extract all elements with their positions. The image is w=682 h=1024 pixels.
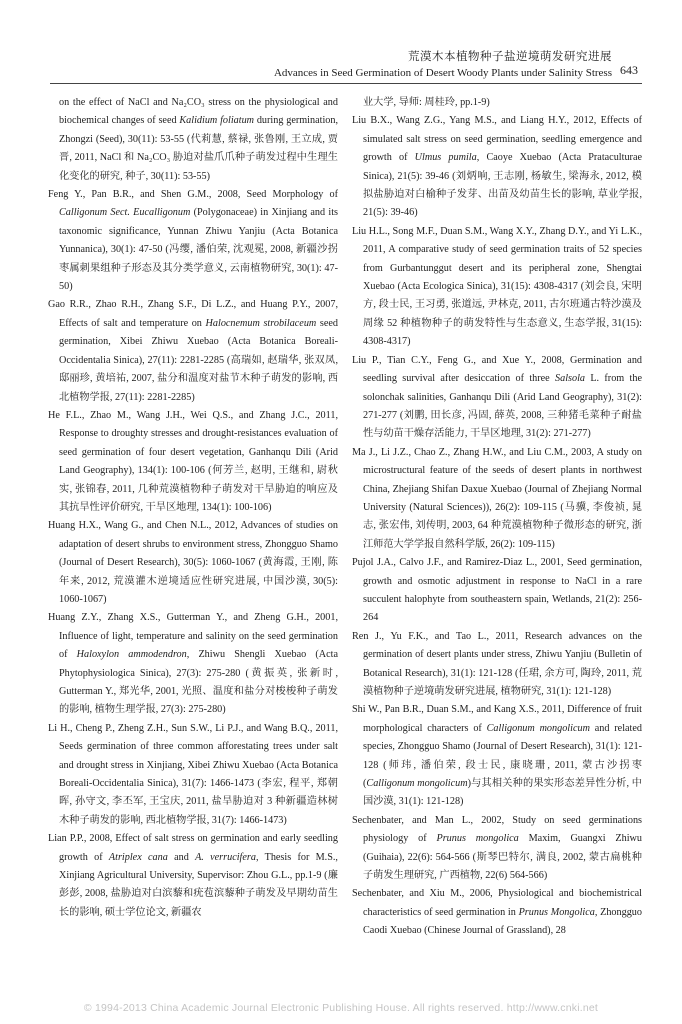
reference-text: Liu B.X., Wang Z.G., Yang M.S., and Liang H.Y., 2012, Effects of simulated salt stress on seed germination, seedling emergence and growth of bbox=[352, 115, 642, 164]
reference-entry bbox=[48, 609, 338, 719]
reference-text: Ma J., Li J.Z., Chao Z., Zhang H.W., and Liu C.M., 2003, A study on microstructural feature of the seeds of desert plants in northwest China, Zhejiang Shifan Daxue Xuebao (Journal of Zhejiang Normal University (Natural Sciences)), 26(2): 109-115 (马骥, 李俊祯, 晁志, 张宏伟, 刘传明, 2003, 64 种荒漠植物种子微形态的研究, 浙江师范大学学报自然科学版, 26(2): 109-115) bbox=[352, 446, 642, 550]
page-number: 643 bbox=[620, 63, 638, 77]
running-header bbox=[0, 0, 682, 90]
right-reference-column bbox=[352, 94, 642, 941]
species-name: Kalidium foliatum bbox=[179, 115, 255, 127]
reference-entry bbox=[352, 444, 642, 554]
reference-text: , Thesis for M.S., Xinjiang Agricultural University, Supervisor: Zhou G.L., pp.1-9 (廉彭彭, 2008, 盐胁迫对白滨藜和疣苞滨藜种子萌发及早期幼苗生长的影响, 硕士学位论文, 新疆农 bbox=[59, 851, 338, 918]
reference-text: Pujol J.A., Calvo J.F., and Ramirez-Diaz L., 2001, Seed germination, growth and osmotic adjustment in response to NaCl in a rare succulent halophyte from southeastern spain, Wetlands, 21(2): 256-264 bbox=[352, 557, 642, 624]
reference-entry bbox=[48, 830, 338, 922]
reference-text: seed germination, Xibei Zhiwu Xuebao (Acta Botanica Boreali-Occidentalia Sinica), 27(11): 2281-2285 (高瑞如, 赵瑞华, 张双凤, 邸丽珍, 黄培祐, 2007, 盐分和温度对盐节木种子萌发的影响, 西北植物学报, 27(11): 2281-2285) bbox=[59, 317, 339, 403]
reference-entry bbox=[48, 517, 338, 609]
reference-text: Huang Z.Y., Zhang X.S., Gutterman Y., and Zheng G.H., 2001, Influence of light, temperature and salinity on the seed germination of bbox=[48, 612, 338, 661]
reference-entry bbox=[48, 186, 338, 296]
reference-entry bbox=[352, 352, 642, 444]
species-name: Calligonum mongolicum bbox=[366, 778, 468, 790]
reference-text: and bbox=[167, 851, 196, 863]
reference-text: He F.L., Zhao M., Wang J.H., Wei Q.S., and Zhang J.C., 2011, Response to droughty stresses and drought-resistances evaluation of seed germination of four desert vegetation, Ganhanqu Dili (Arid Land Geography), 134(1): 100-106 (何芳兰, 赵明, 王继和, 尉秋实, 张锦春, 2011, 几种荒漠植物种子萌发对干旱胁迫的响应及其抗旱性评价研究, 干旱区地理, 134(1): 100-106) bbox=[48, 409, 338, 513]
species-name: A. verrucifera bbox=[195, 851, 256, 863]
copyright-footer: © 1994-2013 China Academic Journal Electronic Publishing House. All rights reserved. http://www.cnki.net bbox=[83, 1002, 599, 1014]
reference-text: Feng Y., Pan B.R., and Shen G.M., 2008, Seed Morphology of bbox=[48, 189, 338, 201]
reference-text: 业大学, 导师: 周桂玲, pp.1-9) bbox=[363, 97, 490, 108]
reference-entry bbox=[352, 701, 642, 811]
left-reference-column bbox=[48, 94, 338, 922]
reference-text: Liu H.L., Song M.F., Duan S.M., Wang X.Y., Zhang D.Y., and Yi L.K., 2011, A comparative study of seed germination traits of 52 species from Gurbantunggut desert and its peripheral zone, Shengtai Xuebao (Acta Ecologica Sinica), 31(15): 4308-4317 (刘会良, 宋明方, 段士民, 王习勇, 张道远, 尹林克, 2011, 古尔班通古特沙漠及周缘 52 种植物种子的萌发特性与生态意义, 生态学报, 31(15): 4308-4317) bbox=[352, 225, 642, 348]
reference-text: Huang H.X., Wang G., and Chen N.L., 2012, Advances of studies on adaptation of desert shrubs to environment stress, Zhongguo Shamo (Journal of Desert Research), 30(5): 1060-1067 (黄海霞, 王刚, 陈年来, 2012, 荒漠灌木逆境适应性研究进展, 中国沙漠, 30(5): 1060-1067) bbox=[48, 520, 338, 605]
reference-entry bbox=[352, 885, 642, 940]
reference-text: Sechenbater, and Man L., 2002, Study on seed germinations physiology of bbox=[352, 814, 642, 845]
species-name: Calligonum mongolicum bbox=[486, 722, 590, 734]
reference-text: Gao R.R., Zhao R.H., Zhang S.F., Di L.Z., and Huang P.Y., 2007, Effects of salt and temperature on bbox=[48, 299, 338, 329]
reference-text: Liu P., Tian C.Y., Feng G., and Xue Y., 2008, Germination and seedling survival after desiccation of three bbox=[352, 354, 642, 385]
reference-entry bbox=[352, 554, 642, 628]
reference-text: Ren J., Yu F.K., and Tao L., 2011, Research advances on the germination of desert plants under stress, Zhiwu Yanjiu (Bulletin of Botanical Research), 31(1): 121-128 (任珺, 余方可, 陶玲, 2011, 荒漠植物种子逆境萌发研究进展, 植物研究, 31(1): 121-128) bbox=[352, 630, 642, 697]
reference-entry bbox=[48, 296, 338, 406]
reference-entry bbox=[352, 94, 642, 112]
running-title-chinese: 荒漠木本植物种子盐逆境萌发研究进展 bbox=[408, 49, 612, 63]
reference-entry bbox=[48, 94, 338, 186]
species-name: Prunus Mongolica bbox=[518, 906, 595, 918]
reference-text: , Zhongguo Caodi Xuebao (Chinese Journal of Grassland), 28 bbox=[363, 906, 642, 937]
species-name: Atriplex cana bbox=[108, 851, 168, 863]
species-name: Salsola bbox=[555, 373, 586, 385]
reference-text: (Polygonaceae) in Xinjiang and its taxonomic significance, Yunnan Zhiwu Yanjiu (Acta Botanica Yunnanica), 30(1): 47-50 (冯缨, 潘伯荣, 沈观冕, 2008, 新疆沙拐枣属刺果组种子形态及其分类学意义, 云南植物研究, 30(1): 47-50) bbox=[59, 207, 338, 293]
reference-entry bbox=[352, 812, 642, 886]
reference-text: Lian P.P., 2008, Effect of salt stress on germination and early seedling growth of bbox=[48, 833, 338, 863]
reference-text: on the effect of NaCl and Na₂CO₃ stress on the physiological and biochemical changes of seed bbox=[59, 97, 338, 127]
reference-text: L. from the solonchak salinities, Ganhanqu Dili (Arid Land Geography), 31(2): 271-277 (刘鹏, 田长彦, 冯固, 薛英, 2008, 三种猪毛菜种子耐盐性与幼苗干燥存活能力, 干旱区地理, 31(2): 271-277) bbox=[363, 373, 642, 440]
species-name: Calligonum Sect. Eucalligonum bbox=[59, 207, 191, 219]
header-rule bbox=[50, 83, 642, 84]
reference-text: during germination, Zhongzi (Seed), 30(11): 53-55 (代莉慧, 蔡禄, 张鲁刚, 王立成, 贾晋, 2011, NaCl 和 Na₂CO₃ 胁迫对盐爪爪种子萌发过程中生理生化变化的研究, 种子, 30(11): 53-55) bbox=[59, 115, 339, 182]
reference-text: Shi W., Pan B.R., Duan S.M., and Kang X.S., 2011, Difference of fruit morphological characters of bbox=[352, 704, 642, 734]
reference-text: Sechenbater, and Xiu M., 2006, Physiological and biochemistrical characteristics of seed germination in bbox=[352, 888, 642, 918]
species-name: Prunus mongolica bbox=[436, 833, 519, 845]
species-name: Halocnemum strobilaceum bbox=[205, 317, 317, 329]
reference-text: , Caoye Xuebao (Acta Prataculturae Sinica), 21(5): 39-46 (刘炳响, 王志刚, 杨敏生, 梁海永, 2012, 模拟盐胁迫对白榆种子发芽、出苗及幼苗生长的影响, 草业学报, 21(5): 39-46) bbox=[363, 152, 642, 219]
species-name: Ulmus pumila bbox=[414, 152, 477, 164]
reference-entry bbox=[352, 223, 642, 352]
reference-text: , Zhiwu Shengli Xuebao (Acta Phytophysiologica Sinica), 27(3): 275-280 (黄振英, 张新时, Gutterman Y., 郑光华, 2001, 光照、温度和盐分对梭梭种子萌发的影响, 植物生理学报, 27(3): 275-280) bbox=[59, 649, 338, 716]
reference-entry bbox=[352, 628, 642, 702]
running-title-english: Advances in Seed Germination of Desert Woody Plants under Salinity Stress bbox=[273, 67, 612, 79]
reference-entry bbox=[48, 720, 338, 830]
species-name: Haloxylon ammodendron bbox=[76, 649, 187, 661]
reference-text: and related species, Zhongguo Shamo (Journal of Desert Research), 31(1): 121-128 (师玮, 潘伯荣, 段士民, 康晓珊, 2011, 蒙古沙拐枣( bbox=[363, 722, 642, 790]
reference-entry bbox=[48, 407, 338, 517]
reference-text: Li H., Cheng P., Zheng Z.H., Sun S.W., Li P.J., and Wang B.Q., 2011, Seeds germination of three common afforestating trees under salt and drought stress in Xinjiang, Xibei Zhiwu Xuebao (Acta Botanica Boreali-Occidentalia Sinica), 31(7): 1466-1473 (李宏, 程平, 郑朝晖, 孙守文, 李丕军, 王宝庆, 2011, 盐旱胁迫对 3 种新疆造林树木种子萌发的影响, 西北植物学报, 31(7): 1466-1473) bbox=[48, 722, 338, 826]
reference-text: Maxim, Guangxi Zhiwu (Guihaia), 22(6): 564-566 (斯琴巴特尔, 满良, 2002, 蒙古扁桃种子萌发生理研究, 广西植物, 22(6) 564-566) bbox=[363, 833, 642, 882]
reference-text: )与其相关种的果实形态差异性分析, 中国沙漠, 31(1): 121-128) bbox=[363, 778, 642, 808]
reference-entry bbox=[352, 112, 642, 222]
